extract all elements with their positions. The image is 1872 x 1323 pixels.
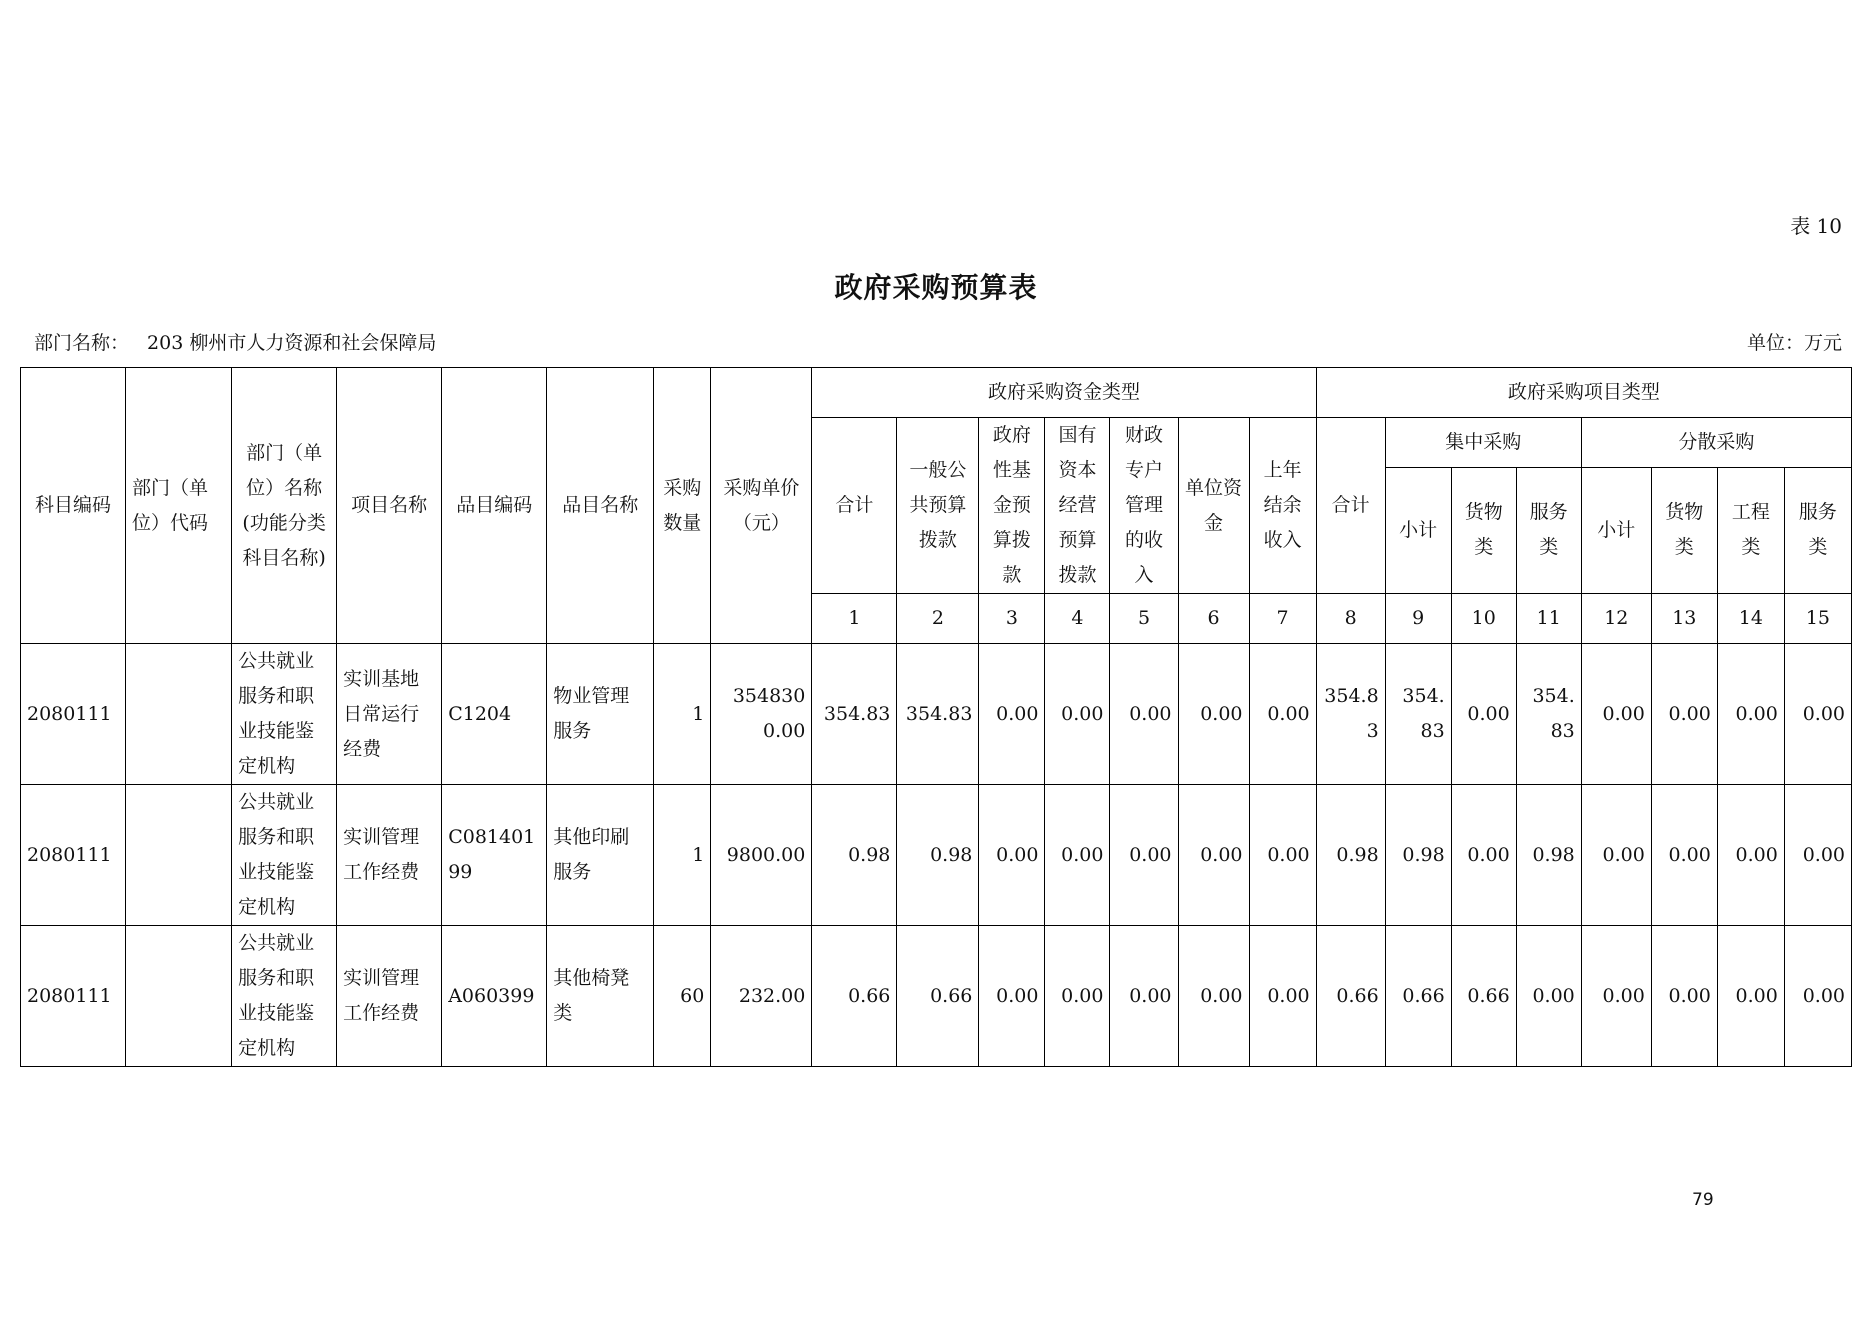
subject-code-cell: 2080111 xyxy=(21,785,126,926)
amount-cell: 0.00 xyxy=(1110,644,1178,785)
amount-cell: 0.66 xyxy=(812,926,897,1067)
header-item-name: 品目名称 xyxy=(547,368,654,644)
amount-cell: 0.66 xyxy=(1316,926,1385,1067)
header-special-account: 财政专户管理的收入 xyxy=(1110,418,1178,594)
amount-cell: 0.00 xyxy=(1784,926,1851,1067)
amount-cell: 354.83 xyxy=(1316,644,1385,785)
amount-cell: 0.00 xyxy=(979,785,1045,926)
table-header xyxy=(21,368,1852,644)
page-number: 79 xyxy=(1692,1190,1714,1210)
amount-cell: 0.66 xyxy=(1385,926,1451,1067)
amount-cell: 0.00 xyxy=(1581,785,1651,926)
quantity-cell: 1 xyxy=(654,644,711,785)
column-number: 7 xyxy=(1249,594,1316,644)
subject-code-cell: 2080111 xyxy=(21,926,126,1067)
amount-cell: 0.00 xyxy=(1784,644,1851,785)
quantity-cell: 60 xyxy=(654,926,711,1067)
unit-price-cell: 3548300.00 xyxy=(711,644,812,785)
column-number: 1 xyxy=(812,594,897,644)
table-number: 表 10 xyxy=(1790,214,1842,238)
amount-cell: 0.00 xyxy=(1717,785,1784,926)
table-row xyxy=(21,785,1852,926)
column-number: 11 xyxy=(1516,594,1581,644)
amount-cell: 0.00 xyxy=(1451,785,1516,926)
amount-cell: 0.98 xyxy=(1385,785,1451,926)
header-c-goods: 货物类 xyxy=(1451,467,1516,593)
amount-cell: 0.00 xyxy=(1784,785,1851,926)
amount-cell: 0.98 xyxy=(812,785,897,926)
table-body xyxy=(21,644,1852,1067)
dept-name-cell: 公共就业服务和职业技能鉴定机构 xyxy=(232,644,337,785)
unit-price-cell: 232.00 xyxy=(711,926,812,1067)
amount-cell: 0.00 xyxy=(1249,926,1316,1067)
amount-cell: 0.00 xyxy=(1651,644,1717,785)
amount-cell: 0.00 xyxy=(1110,926,1178,1067)
table-row xyxy=(21,644,1852,785)
header-state-capital: 国有资本经营预算拨款 xyxy=(1045,418,1110,594)
amount-cell: 354.83 xyxy=(897,644,979,785)
header-c-subtotal: 小计 xyxy=(1385,467,1451,593)
amount-cell: 0.00 xyxy=(1651,785,1717,926)
amount-cell: 0.00 xyxy=(1178,644,1249,785)
header-quantity: 采购数量 xyxy=(654,368,711,644)
amount-cell: 0.00 xyxy=(1651,926,1717,1067)
amount-cell: 0.00 xyxy=(1178,785,1249,926)
item-code-cell: C08140199 xyxy=(442,785,547,926)
dept-name-cell: 公共就业服务和职业技能鉴定机构 xyxy=(232,785,337,926)
column-number: 4 xyxy=(1045,594,1110,644)
column-number: 6 xyxy=(1178,594,1249,644)
amount-cell: 0.98 xyxy=(1516,785,1581,926)
amount-cell: 0.00 xyxy=(1045,785,1110,926)
amount-cell: 0.00 xyxy=(1516,926,1581,1067)
unit-label: 单位：万元 xyxy=(1746,332,1842,354)
item-name-cell: 其他印刷服务 xyxy=(547,785,654,926)
header-fund-total: 合计 xyxy=(812,418,897,594)
subject-code-cell: 2080111 xyxy=(21,644,126,785)
item-name-cell: 物业管理服务 xyxy=(547,644,654,785)
header-unit-fund: 单位资金 xyxy=(1178,418,1249,594)
item-code-cell: C1204 xyxy=(442,644,547,785)
amount-cell: 0.98 xyxy=(897,785,979,926)
amount-cell: 0.00 xyxy=(1717,926,1784,1067)
header-item-code: 品目编码 xyxy=(442,368,547,644)
procurement-budget-table xyxy=(20,367,1852,1067)
column-number: 13 xyxy=(1651,594,1717,644)
header-decentralized: 分散采购 xyxy=(1581,418,1851,468)
dept-name-cell: 公共就业服务和职业技能鉴定机构 xyxy=(232,926,337,1067)
amount-cell: 0.00 xyxy=(1581,926,1651,1067)
header-unit-price: 采购单价（元） xyxy=(711,368,812,644)
header-general-budget: 一般公共预算拨款 xyxy=(897,418,979,594)
amount-cell: 0.00 xyxy=(1045,926,1110,1067)
column-number: 2 xyxy=(897,594,979,644)
amount-cell: 354.83 xyxy=(1385,644,1451,785)
column-number: 12 xyxy=(1581,594,1651,644)
header-dept-name: 部门（单位）名称(功能分类科目名称) xyxy=(232,368,337,644)
amount-cell: 0.00 xyxy=(1249,644,1316,785)
column-number: 15 xyxy=(1784,594,1851,644)
dept-code-cell xyxy=(126,785,232,926)
header-d-subtotal: 小计 xyxy=(1581,467,1651,593)
header-project-name: 项目名称 xyxy=(337,368,442,644)
project-name-cell: 实训基地日常运行经费 xyxy=(337,644,442,785)
department-line xyxy=(34,328,436,355)
header-subject-code: 科目编码 xyxy=(21,368,126,644)
amount-cell: 0.66 xyxy=(897,926,979,1067)
quantity-cell: 1 xyxy=(654,785,711,926)
column-number: 8 xyxy=(1316,594,1385,644)
item-code-cell: A060399 xyxy=(442,926,547,1067)
item-name-cell: 其他椅凳类 xyxy=(547,926,654,1067)
amount-cell: 0.00 xyxy=(1110,785,1178,926)
amount-cell: 0.00 xyxy=(1178,926,1249,1067)
column-number: 9 xyxy=(1385,594,1451,644)
header-fund-type: 政府采购资金类型 xyxy=(812,368,1316,418)
project-name-cell: 实训管理工作经费 xyxy=(337,926,442,1067)
column-number: 14 xyxy=(1717,594,1784,644)
amount-cell: 0.00 xyxy=(1249,785,1316,926)
unit-price-cell: 9800.00 xyxy=(711,785,812,926)
amount-cell: 0.00 xyxy=(1717,644,1784,785)
header-d-works: 工程类 xyxy=(1717,467,1784,593)
amount-cell: 0.66 xyxy=(1451,926,1516,1067)
header-d-service: 服务类 xyxy=(1784,467,1851,593)
page-title: 政府采购预算表 xyxy=(834,271,1038,304)
amount-cell: 0.00 xyxy=(979,926,1045,1067)
header-carryover: 上年结余收入 xyxy=(1249,418,1316,594)
header-d-goods: 货物类 xyxy=(1651,467,1717,593)
amount-cell: 354.83 xyxy=(812,644,897,785)
dept-code-cell xyxy=(126,644,232,785)
amount-cell: 0.00 xyxy=(1581,644,1651,785)
department-value: 203 柳州市人力资源和社会保障局 xyxy=(147,332,437,354)
table-row xyxy=(21,926,1852,1067)
dept-code-cell xyxy=(126,926,232,1067)
amount-cell: 0.00 xyxy=(1451,644,1516,785)
amount-cell: 0.00 xyxy=(979,644,1045,785)
header-dept-code: 部门（单位）代码 xyxy=(126,368,232,644)
header-project-type: 政府采购项目类型 xyxy=(1316,368,1851,418)
department-label: 部门名称： xyxy=(34,332,130,354)
column-number: 5 xyxy=(1110,594,1178,644)
column-number: 10 xyxy=(1451,594,1516,644)
header-c-service: 服务类 xyxy=(1516,467,1581,593)
column-number: 3 xyxy=(979,594,1045,644)
project-name-cell: 实训管理工作经费 xyxy=(337,785,442,926)
amount-cell: 0.00 xyxy=(1045,644,1110,785)
header-centralized: 集中采购 xyxy=(1385,418,1581,468)
header-project-total: 合计 xyxy=(1316,418,1385,594)
amount-cell: 354.83 xyxy=(1516,644,1581,785)
header-gov-fund: 政府性基金预算拨款 xyxy=(979,418,1045,594)
amount-cell: 0.98 xyxy=(1316,785,1385,926)
